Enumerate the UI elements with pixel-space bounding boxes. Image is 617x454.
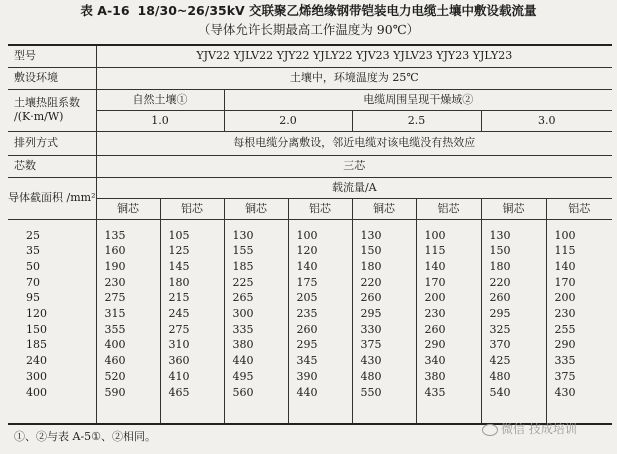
table-cell: 145 bbox=[168, 259, 190, 273]
table-cell: 100 bbox=[424, 228, 446, 242]
table-cell: 310 bbox=[168, 338, 190, 352]
capacity-header-row bbox=[8, 177, 612, 198]
table-cell: 175 bbox=[296, 275, 318, 289]
table-cell: 560 bbox=[232, 385, 254, 399]
table-cell: 130 bbox=[360, 228, 382, 242]
table-cell: 540 bbox=[489, 385, 511, 399]
table-cell: 440 bbox=[296, 385, 318, 399]
table-cell: 140 bbox=[554, 259, 576, 273]
table-cell: 220 bbox=[489, 275, 511, 289]
table-cell: 425 bbox=[489, 354, 511, 368]
watermark-text: 微信 技成培训 bbox=[501, 422, 577, 436]
table-cell: 260 bbox=[360, 291, 382, 305]
cores-label: 芯数 bbox=[8, 155, 96, 177]
table-cell: 380 bbox=[424, 369, 446, 383]
environment-label: 敷设环境 bbox=[8, 67, 96, 89]
table-cell: 390 bbox=[296, 369, 318, 383]
table-cell: 245 bbox=[168, 307, 190, 321]
resistivity-value: 2.0 bbox=[224, 110, 352, 131]
table-cell: 275 bbox=[168, 322, 190, 336]
resistivity-value: 2.5 bbox=[352, 110, 481, 131]
table-cell: 200 bbox=[554, 291, 576, 305]
table-cell: 335 bbox=[554, 354, 576, 368]
environment-value: 土壤中，环境温度为 25℃ bbox=[96, 67, 612, 89]
table-cell: 135 bbox=[104, 228, 126, 242]
table-cell: 430 bbox=[554, 385, 576, 399]
core-header: 铜芯 bbox=[481, 198, 546, 219]
section-label: 导体截面积 /mm² bbox=[8, 177, 96, 219]
table-cell: 325 bbox=[489, 322, 511, 336]
table-cell: 70 bbox=[26, 275, 40, 289]
table-cell: 200 bbox=[424, 291, 446, 305]
table-cell: 185 bbox=[26, 338, 47, 352]
table-cell: 465 bbox=[168, 385, 190, 399]
table-cell: 265 bbox=[232, 291, 254, 305]
table-cell: 380 bbox=[232, 338, 254, 352]
table-cell: 260 bbox=[424, 322, 446, 336]
capacity-column bbox=[224, 219, 288, 424]
core-header: 铜芯 bbox=[352, 198, 416, 219]
table-cell: 150 bbox=[489, 244, 511, 258]
table-cell: 330 bbox=[360, 322, 382, 336]
capacity-column bbox=[288, 219, 352, 424]
table-cell: 220 bbox=[360, 275, 382, 289]
data-body-row bbox=[8, 219, 612, 424]
capacity-column bbox=[546, 219, 612, 424]
table-cell: 140 bbox=[296, 259, 318, 273]
table-title bbox=[0, 3, 617, 19]
table-cell: 480 bbox=[360, 369, 382, 383]
core-material-row bbox=[8, 198, 612, 219]
table-cell: 215 bbox=[168, 291, 190, 305]
table-cell: 235 bbox=[296, 307, 318, 321]
cores-row bbox=[8, 155, 612, 177]
table-cell: 230 bbox=[554, 307, 576, 321]
table-cell: 150 bbox=[26, 322, 47, 336]
footnote: ①、②与表 A-5①、②相同。 bbox=[14, 430, 157, 443]
table-subtitle: （导体允许长期最高工作温度为 90℃） bbox=[197, 22, 420, 37]
capacity-column bbox=[481, 219, 546, 424]
table-cell: 480 bbox=[489, 369, 511, 383]
table-cell: 400 bbox=[104, 338, 126, 352]
table-cell: 25 bbox=[26, 228, 40, 242]
dry-zone-label: 电缆周围呈现干燥域② bbox=[224, 89, 612, 110]
table-cell: 345 bbox=[296, 354, 318, 368]
table-cell: 205 bbox=[296, 291, 318, 305]
table-cell: 590 bbox=[104, 385, 126, 399]
table-cell: 50 bbox=[26, 259, 40, 273]
table-cell: 295 bbox=[360, 307, 382, 321]
table-cell: 295 bbox=[296, 338, 318, 352]
table-cell: 185 bbox=[232, 259, 254, 273]
table-cell: 340 bbox=[424, 354, 446, 368]
section-column bbox=[8, 219, 96, 424]
core-header: 铜芯 bbox=[224, 198, 288, 219]
table-cell: 115 bbox=[554, 244, 576, 258]
table-cell: 120 bbox=[296, 244, 318, 258]
table-cell: 225 bbox=[232, 275, 254, 289]
natural-soil-label: 自然土壤① bbox=[96, 89, 224, 110]
table-cell: 100 bbox=[296, 228, 318, 242]
thermal-resistivity-label: 土壤热阻系数 /(K·m/W) bbox=[8, 89, 96, 131]
table-cell: 355 bbox=[104, 322, 126, 336]
cores-value: 三芯 bbox=[96, 155, 612, 177]
arrangement-value: 每根电缆分离敷设，邻近电缆对该电缆没有热效应 bbox=[96, 131, 612, 155]
table-cell: 95 bbox=[26, 291, 40, 305]
table-cell: 155 bbox=[232, 244, 254, 258]
table-cell: 170 bbox=[424, 275, 446, 289]
table-number: 表 A-16 bbox=[80, 3, 130, 18]
soil-type-row bbox=[8, 89, 612, 110]
table-cell: 290 bbox=[554, 338, 576, 352]
table-cell: 115 bbox=[424, 244, 446, 258]
model-row bbox=[8, 45, 612, 67]
table-cell: 190 bbox=[104, 259, 126, 273]
table-cell: 550 bbox=[360, 385, 382, 399]
table-cell: 130 bbox=[232, 228, 254, 242]
table-cell: 160 bbox=[104, 244, 126, 258]
table-cell: 180 bbox=[489, 259, 511, 273]
arrangement-label: 排列方式 bbox=[8, 131, 96, 155]
thermal-resistivity-values-row bbox=[8, 110, 612, 131]
capacity-label: 载流量/A bbox=[96, 177, 612, 198]
table-cell: 430 bbox=[360, 354, 382, 368]
table-cell: 315 bbox=[104, 307, 126, 321]
table-cell: 440 bbox=[232, 354, 254, 368]
capacity-column bbox=[160, 219, 224, 424]
table-cell: 180 bbox=[168, 275, 190, 289]
wechat-icon bbox=[482, 424, 498, 436]
arrangement-row bbox=[8, 131, 612, 155]
table-cell: 180 bbox=[360, 259, 382, 273]
table-cell: 260 bbox=[489, 291, 511, 305]
table-cell: 290 bbox=[424, 338, 446, 352]
table-cell: 170 bbox=[554, 275, 576, 289]
table-cell: 230 bbox=[104, 275, 126, 289]
resistivity-value: 1.0 bbox=[96, 110, 224, 131]
table-cell: 140 bbox=[424, 259, 446, 273]
capacity-column bbox=[416, 219, 481, 424]
table-cell: 460 bbox=[104, 354, 126, 368]
table-cell: 520 bbox=[104, 369, 126, 383]
table-cell: 255 bbox=[554, 322, 576, 336]
table-title-text: 18/30~26/35kV 交联聚乙烯绝缘钢带铠装电力电缆土壤中敷设载流量 bbox=[137, 3, 537, 18]
table-cell: 260 bbox=[296, 322, 318, 336]
table-cell: 360 bbox=[168, 354, 190, 368]
ampacity-table bbox=[8, 44, 612, 425]
core-header: 铝芯 bbox=[160, 198, 224, 219]
table-cell: 35 bbox=[26, 244, 40, 258]
table-cell: 435 bbox=[424, 385, 446, 399]
core-header: 铝芯 bbox=[288, 198, 352, 219]
table-cell: 230 bbox=[424, 307, 446, 321]
table-cell: 275 bbox=[104, 291, 126, 305]
table-cell: 150 bbox=[360, 244, 382, 258]
table-cell: 105 bbox=[168, 228, 190, 242]
table-cell: 125 bbox=[168, 244, 190, 258]
table-cell: 120 bbox=[26, 307, 47, 321]
core-header: 铝芯 bbox=[416, 198, 481, 219]
table-cell: 400 bbox=[26, 385, 47, 399]
table-cell: 375 bbox=[554, 369, 576, 383]
table-cell: 375 bbox=[360, 338, 382, 352]
model-list: YJV22 YJLV22 YJY22 YJLY22 YJV23 YJLV23 YJY23 YJLY23 bbox=[96, 45, 612, 67]
table-cell: 335 bbox=[232, 322, 254, 336]
model-label: 型号 bbox=[8, 45, 96, 67]
table-cell: 100 bbox=[554, 228, 576, 242]
capacity-column bbox=[96, 219, 160, 424]
table-cell: 410 bbox=[168, 369, 190, 383]
table-cell: 370 bbox=[489, 338, 511, 352]
table-cell: 300 bbox=[232, 307, 254, 321]
watermark bbox=[482, 420, 577, 437]
environment-row bbox=[8, 67, 612, 89]
capacity-column bbox=[352, 219, 416, 424]
resistivity-value: 3.0 bbox=[481, 110, 612, 131]
table-cell: 240 bbox=[26, 354, 47, 368]
table-cell: 130 bbox=[489, 228, 511, 242]
table-cell: 300 bbox=[26, 369, 47, 383]
core-header: 铜芯 bbox=[96, 198, 160, 219]
table-cell: 495 bbox=[232, 369, 254, 383]
table-cell: 295 bbox=[489, 307, 511, 321]
core-header: 铝芯 bbox=[546, 198, 612, 219]
